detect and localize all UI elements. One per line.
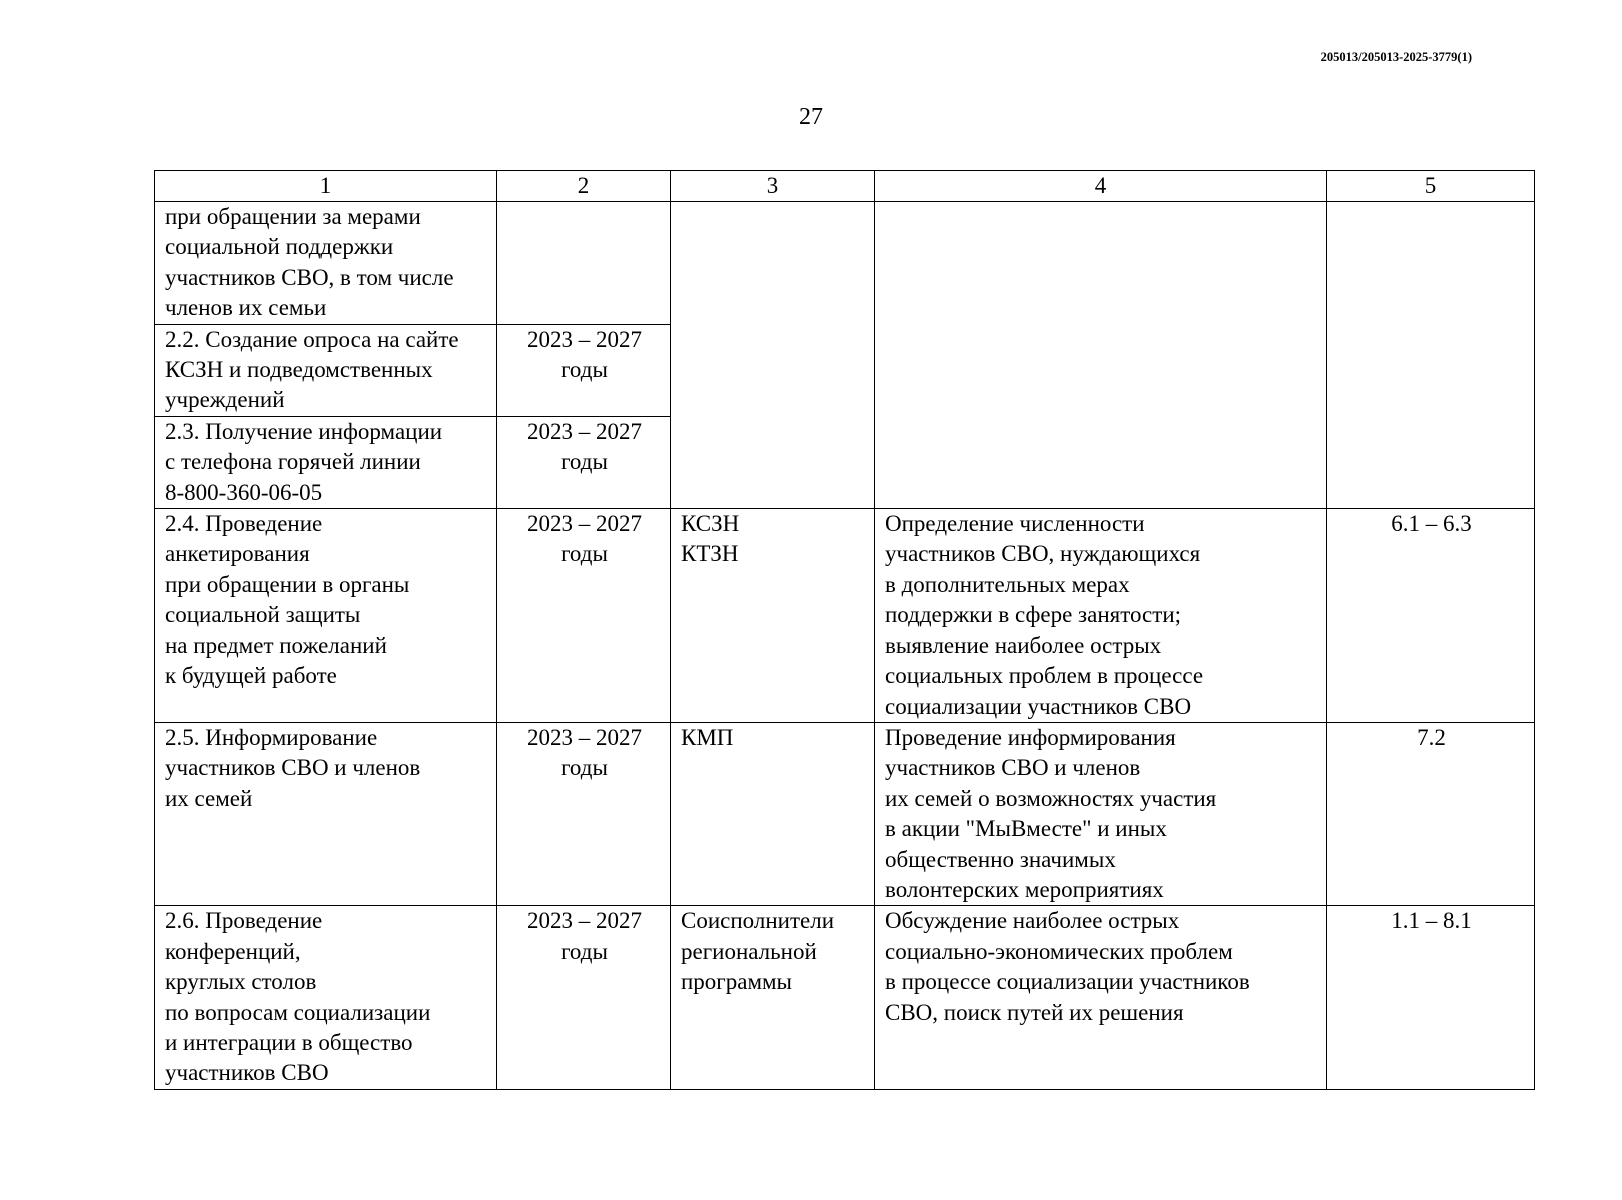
measure-cell: 2.4. Проведение анкетирования при обращении в органы социальной защиты на предмет пожеланий к будущей работе — [155, 509, 497, 723]
executor-cell — [671, 202, 875, 509]
executor-cell: КСЗН КТЗН — [671, 509, 875, 723]
executor-cell: Соисполнители региональной программы — [671, 906, 875, 1089]
table-row — [155, 722, 1535, 905]
measure-cell: 2.6. Проведение конференций, круглых столов по вопросам социализации и интеграции в общество участников СВО — [155, 906, 497, 1089]
result-cell: Определение численности участников СВО, нуждающихся в дополнительных мерах поддержки в сфере занятости; выявление наиболее острых социальных проблем в процессе социализации участников СВО — [875, 509, 1327, 723]
column-header: 2 — [497, 171, 671, 202]
column-header: 4 — [875, 171, 1327, 202]
measure-cell: при обращении за мерами социальной поддержки участников СВО, в том числе членов их семьи — [155, 202, 497, 325]
table-row — [155, 906, 1535, 1089]
result-cell: Проведение информирования участников СВО и членов их семей о возможностях участия в акции "МыВместе" и иных общественно значимых волонтерских мероприятиях — [875, 722, 1327, 905]
table-row — [155, 202, 1535, 325]
indicator-cell — [1327, 202, 1535, 509]
indicator-cell: 7.2 — [1327, 722, 1535, 905]
executor-cell: КМП — [671, 722, 875, 905]
page-number: 27 — [799, 104, 823, 130]
period-cell: 2023 – 2027 годы — [497, 906, 671, 1089]
measure-cell: 2.2. Создание опроса на сайте КСЗН и подведомственных учреждений — [155, 324, 497, 416]
period-cell: 2023 – 2027 годы — [497, 722, 671, 905]
column-header: 3 — [671, 171, 875, 202]
document-id: 205013/205013-2025-3779(1) — [1320, 50, 1472, 64]
result-cell — [875, 202, 1327, 509]
measure-cell: 2.5. Информирование участников СВО и членов их семей — [155, 722, 497, 905]
period-cell: 2023 – 2027 годы — [497, 416, 671, 508]
column-header: 5 — [1327, 171, 1535, 202]
period-cell — [497, 202, 671, 325]
measure-cell: 2.3. Получение информации с телефона горячей линии 8-800-360-06-05 — [155, 416, 497, 508]
table-header-row — [155, 171, 1535, 202]
period-cell: 2023 – 2027 годы — [497, 324, 671, 416]
period-cell: 2023 – 2027 годы — [497, 509, 671, 723]
indicator-cell: 6.1 – 6.3 — [1327, 509, 1535, 723]
indicator-cell: 1.1 – 8.1 — [1327, 906, 1535, 1089]
column-header: 1 — [155, 171, 497, 202]
result-cell: Обсуждение наиболее острых социально-экономических проблем в процессе социализации участников СВО, поиск путей их решения — [875, 906, 1327, 1089]
table-row — [155, 509, 1535, 723]
measures-table — [154, 170, 1535, 1090]
